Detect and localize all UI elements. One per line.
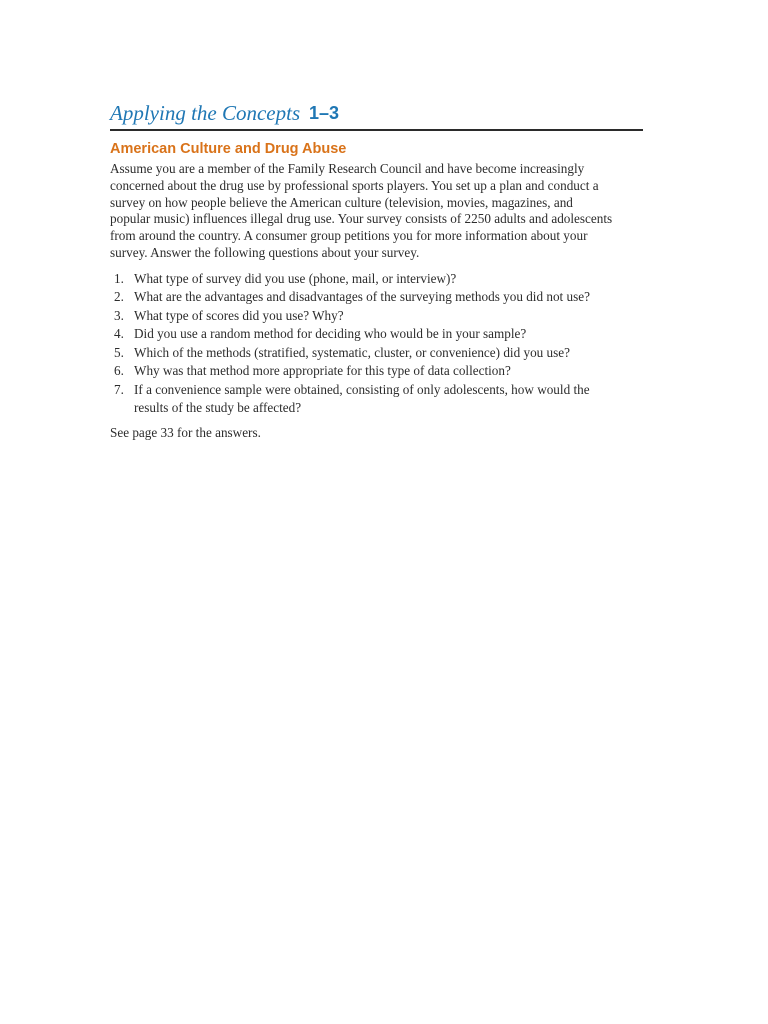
- question-text: What are the advantages and disadvantages of the surveying methods you did not use?: [134, 289, 590, 305]
- intro-line: survey. Answer the following questions about your survey.: [110, 244, 420, 260]
- question-item: [110, 381, 643, 418]
- intro-line: survey on how people believe the American culture (television, movies, magazines, and: [110, 194, 573, 210]
- question-text: Why was that method more appropriate for this type of data collection?: [134, 363, 511, 379]
- intro-paragraph: [110, 161, 643, 262]
- question-number: 5.: [114, 344, 124, 360]
- question-item: [110, 325, 643, 344]
- question-number: 1.: [114, 270, 124, 286]
- intro-line: from around the country. A consumer group petitions you for more information about your: [110, 228, 588, 244]
- question-number: 2.: [114, 289, 124, 305]
- questions-list: [110, 270, 643, 418]
- intro-line: concerned about the drug use by professional sports players. You set up a plan and conduct a: [110, 177, 599, 193]
- question-text: If a convenience sample were obtained, consisting of only adolescents, how would the: [134, 381, 590, 397]
- question-number: 7.: [114, 381, 124, 397]
- header-title: Applying the Concepts: [110, 101, 301, 125]
- question-text: Which of the methods (stratified, systematic, cluster, or convenience) did you use?: [134, 344, 570, 360]
- question-number: 3.: [114, 307, 124, 323]
- answers-reference: See page 33 for the answers.: [110, 424, 261, 440]
- question-text: Did you use a random method for deciding who would be in your sample?: [134, 326, 527, 342]
- question-text: What type of survey did you use (phone, mail, or interview)?: [134, 270, 457, 286]
- document-page: [110, 100, 643, 441]
- question-item: [110, 362, 643, 381]
- section-title: American Culture and Drug Abuse: [110, 141, 347, 157]
- question-number: 4.: [114, 326, 124, 342]
- question-number: 6.: [114, 363, 124, 379]
- intro-line: Assume you are a member of the Family Research Council and have become increasingly: [110, 161, 585, 176]
- question-item: [110, 288, 643, 307]
- question-text: results of the study be affected?: [134, 400, 302, 416]
- header-number: 1–3: [309, 103, 340, 123]
- question-item: [110, 270, 643, 289]
- question-text: What type of scores did you use? Why?: [134, 307, 344, 323]
- section-header: [110, 100, 643, 131]
- question-item: [110, 307, 643, 326]
- question-item: [110, 344, 643, 363]
- intro-line: popular music) influences illegal drug use. Your survey consists of 2250 adults and adolescents: [110, 211, 613, 227]
